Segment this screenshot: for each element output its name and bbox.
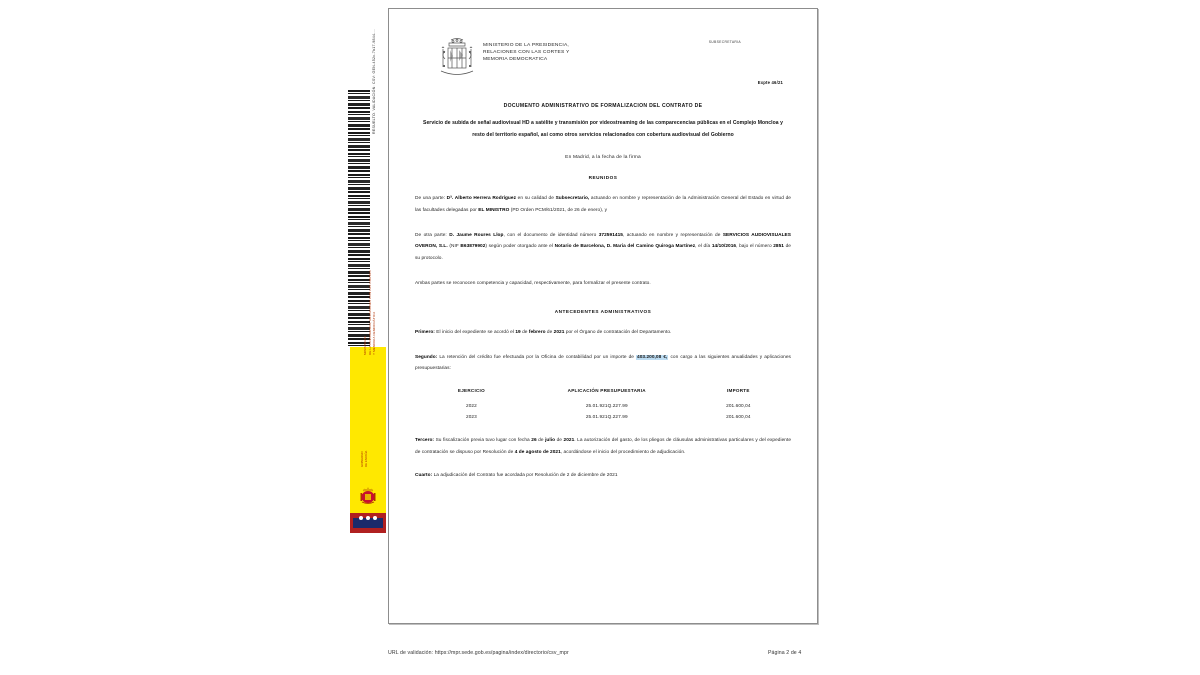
cuarto-text: La adjudicación del Contrato fue acordada por Resolución de 2 de diciembre de 2021 xyxy=(432,472,618,478)
segundo-text1: La retención del crédito fue efectuada por la Oficina de contabilidad por un importe de xyxy=(437,354,637,360)
validation-url: URL de validación: https://mpr.sede.gob.es/pagina/index/directorio/csv_mpr xyxy=(388,650,569,656)
tercero-month: julio xyxy=(545,438,556,444)
p2-mid1: , con el documento de identidad número xyxy=(503,232,599,238)
p2-name: D. Jaume Roures Llop xyxy=(449,232,504,238)
spanish-coat-of-arms-icon xyxy=(437,37,477,79)
primero-day: 19 xyxy=(515,329,521,335)
primero-paragraph xyxy=(415,327,791,339)
banner-line-4: DE LA PRESIDENCIA, RELACIONES CON LAS CORTES xyxy=(367,270,372,355)
document-header xyxy=(415,35,791,95)
banner-ministry-text xyxy=(363,205,385,355)
primero-year: 2021 xyxy=(553,329,565,335)
tercero-day: 26 xyxy=(531,438,537,444)
p2-nif: B63879902 xyxy=(460,244,486,250)
p2-tail: de su protocolo. xyxy=(415,244,791,262)
p1-mid2: actuando en nombre y representación de la Administración General del Estado en virtud de las facultades delegadas por xyxy=(415,196,791,213)
p1-mid1: en su calidad de xyxy=(516,196,556,201)
document-subtitle: Servicio de subida de señal audiovisual HD a satélite y transmisión por videostreaming de las comparecencias públicas en el Complejo Moncloa y resto del territorio español, así como otros servicios relacionados con cobertura audiovisual del Gobierno xyxy=(423,120,783,138)
primero-label: Primero: xyxy=(415,329,435,335)
p2-notary-date: 14/10/2016 xyxy=(711,244,737,250)
document-page xyxy=(388,8,818,624)
party-two-paragraph xyxy=(415,230,791,265)
primero-text3: de xyxy=(545,329,554,335)
heading-reunidos: REUNIDOS xyxy=(588,175,618,180)
ministry-line-1: MINISTERIO DE LA PRESIDENCIA, xyxy=(483,43,570,48)
expediente-number: Expte 46/21 xyxy=(757,80,783,85)
p1-lead: De una parte: xyxy=(415,196,447,201)
place-and-date: En Madrid, a la fecha de la firma xyxy=(565,155,641,160)
p1-tail: (PD Orden PCM/61/2021, de 26 de enero), y xyxy=(509,207,608,213)
tercero-resolution-date: 4 de agosto de 2021 xyxy=(514,449,561,455)
cell-ejercicio: 2023 xyxy=(465,414,477,420)
p1-authority: EL MINISTRO xyxy=(478,207,510,213)
institutional-yellow-banner xyxy=(350,270,386,513)
cell-importe: 201.600,04 xyxy=(726,403,751,409)
retained-credit-amount: 403.200,08 €, xyxy=(637,354,668,360)
table-row xyxy=(415,400,791,411)
primero-text4: por el Órgano de contratación del Departamento. xyxy=(564,329,672,335)
tercero-paragraph xyxy=(415,435,791,459)
tercero-text3: de xyxy=(555,438,564,444)
tercero-text5: , acordándose el inicio del procedimiento de adjudicación. xyxy=(560,449,686,455)
document-title: DOCUMENTO ADMINISTRATIVO DE FORMALIZACION DEL CONTRATO DE xyxy=(503,103,703,109)
banner-line-3: MINISTERIO xyxy=(363,335,367,355)
acknowledgement-paragraph: Ambas partes se reconocen competencia y capacidad, respectivamente, para formalizar el presente contrato. xyxy=(415,280,651,286)
cell-aplicacion: 25.01.921Q.227.99 xyxy=(585,414,628,420)
heading-antecedentes: ANTECEDENTES ADMINISTRATIVOS xyxy=(554,308,652,314)
p2-mid3: (NIF xyxy=(447,244,461,250)
ministry-line-2: RELACIONES CON LAS CORTES Y xyxy=(483,50,570,55)
p2-dni: 372591415 xyxy=(598,232,623,238)
banner-line-1: GOBIERNO xyxy=(360,451,364,467)
unit-label: SUBSECRETARIA xyxy=(708,40,741,44)
cell-importe: 201.600,04 xyxy=(726,414,751,420)
p2-mid2: , actuando en nombre y representación de xyxy=(622,232,723,238)
budget-table xyxy=(415,388,791,422)
banner-government-text xyxy=(360,407,376,467)
cuarto-paragraph xyxy=(415,470,791,482)
cuarto-label: Cuarto: xyxy=(415,472,433,478)
spanish-flag-band-icon xyxy=(350,513,386,533)
tercero-label: Tercero: xyxy=(415,438,435,444)
banner-line-2: DE ESPAÑA xyxy=(364,450,368,467)
p2-mid4: ) según poder otorgado ante el xyxy=(485,244,555,250)
p2-mid6: , bajo el número xyxy=(736,244,774,250)
column-header-importe: IMPORTE xyxy=(727,388,750,394)
table-row xyxy=(415,411,791,422)
tercero-text2: de xyxy=(536,438,546,444)
page-number: Página 2 de 4 xyxy=(768,650,802,656)
segundo-paragraph xyxy=(415,352,791,376)
tercero-year: 2021 xyxy=(563,438,575,444)
p2-notary: Notario de Barcelona, D. Maria del Camino Quiroga Martínez xyxy=(554,244,696,250)
p2-company: SERVICIOS AUDIOVISUALES OVERON, S.L. xyxy=(415,232,791,250)
column-header-aplicacion: APLICACIÓN PRESUPUESTARIA xyxy=(567,388,646,394)
p1-role: Subsecretario, xyxy=(555,196,590,201)
p2-mid5: , el día xyxy=(695,244,712,250)
tercero-text1: Su fiscalización previa tuvo lugar con fecha xyxy=(434,438,532,444)
column-header-ejercicio: EJERCICIO xyxy=(457,388,485,394)
barcode-csv-label: RESUELTO. VALIDACIÓN: CSV: GEN-452c-7b17-9844-... xyxy=(372,28,376,134)
primero-text2: de xyxy=(520,329,529,335)
segundo-text2: con cargo a las siguientes anualidades y aplicaciones presupuestarias: xyxy=(415,354,791,372)
cell-ejercicio: 2022 xyxy=(465,403,477,409)
primero-month: febrero xyxy=(528,329,546,335)
tercero-text4: . La autorización del gasto, de los pliegos de cláusulas administrativas particulares y del expediente de contratación se dispuso por Resolución de xyxy=(415,438,792,455)
p2-protocol: 2851 xyxy=(773,244,785,250)
ministry-name xyxy=(483,42,569,63)
segundo-label: Segundo: xyxy=(415,354,438,360)
banner-line-5: Y MEMORIA DEMOCRÁTICA xyxy=(372,311,377,355)
primero-text1: El inicio del expediente se acordó el xyxy=(434,329,516,335)
p1-name: Dª. Alberto Herrera Rodríguez xyxy=(446,196,516,201)
ministry-line-3: MEMORIA DEMOCRATICA xyxy=(483,57,548,62)
party-one-paragraph xyxy=(415,193,791,217)
table-header-row xyxy=(415,388,791,400)
spanish-coat-of-arms-icon xyxy=(358,485,378,507)
p2-lead: De otra parte: xyxy=(415,232,450,238)
cell-aplicacion: 25.01.921Q.227.99 xyxy=(585,403,628,409)
